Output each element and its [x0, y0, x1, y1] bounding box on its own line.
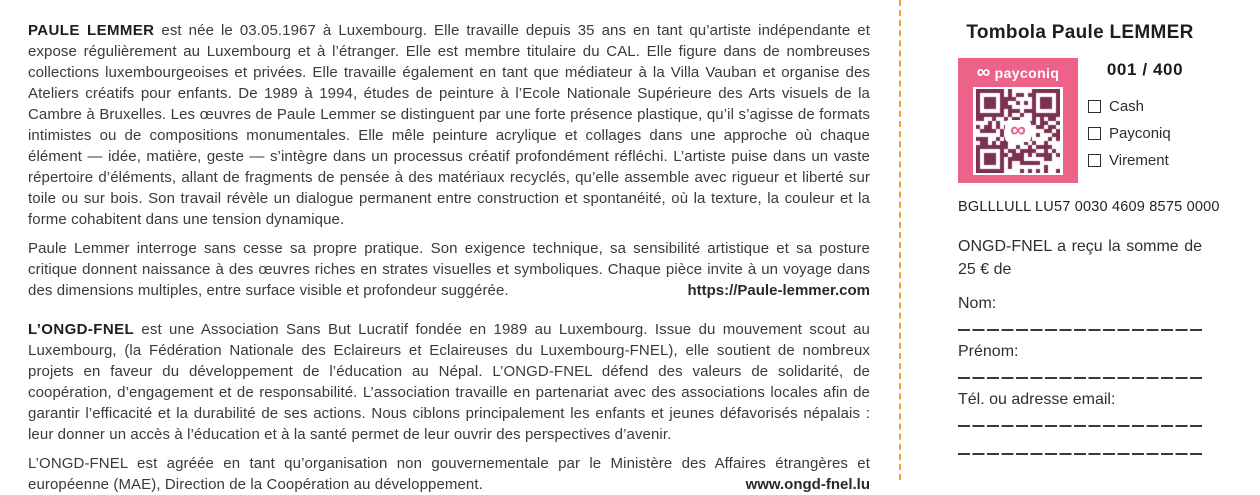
payconiq-label: Payconiq — [1109, 125, 1171, 142]
biography-panel — [28, 20, 870, 495]
iban-number: BGLLLULL LU57 0030 4609 8575 0000 — [958, 199, 1220, 215]
ticket-title: Tombola Paule LEMMER — [966, 22, 1194, 43]
buyer-form — [958, 295, 1202, 455]
receipt-line-2: 25 € de — [958, 261, 1012, 278]
bio-paragraph-2: Paule Lemmer interroge sans cesse sa propre pratique. Son exigence technique, sa sensibilité artistique et sa posture critique donnent naissance à des œuvres riches en strates visuelles et symboliques. Chaque pièce invite à un voyage dans des dimensions multiples, entre surface visible et profondeur suggérée. — [28, 240, 870, 299]
ongd-paragraph-2: L’ONGD-FNEL est agréée en tant qu’organisation non gouvernementale par le Ministère des Affaires étrangères et européenne (MAE), Direction de la Coopération au développement. — [28, 455, 870, 493]
ticket-stub — [958, 22, 1220, 455]
ongd-lead: L’ONGD-FNEL — [28, 321, 135, 338]
virement-label: Virement — [1109, 152, 1169, 169]
bio-lead: PAULE LEMMER — [28, 22, 155, 39]
payment-option-virement[interactable] — [1088, 152, 1202, 169]
cash-label: Cash — [1109, 98, 1145, 115]
tel-email-input-line-1[interactable] — [958, 425, 1202, 427]
tel-email-input-line-2[interactable] — [958, 453, 1202, 455]
payment-options — [1088, 98, 1202, 169]
payconiq-checkbox[interactable] — [1088, 127, 1101, 140]
infinity-icon: ∞ — [976, 62, 991, 83]
ongd-text: est une Association Sans But Lucratif fondée en 1989 au Luxembourg. Issue du mouvement scout au Luxembourg, (la Fédération Nationale des Eclaireurs et Eclaireuses du Luxembourg-FNEL), elle soutient de nombreux projets en faveur du développement de l’éducation au Népal. L’ONGD-FNEL défend des valeurs de solidarité, de coopération, d’engagement et de responsabilité. L’association travaille en partenariat avec des associations locales afin de garantir l’efficacité et la durabilité de ses actions. Nous ciblons principalement les enfants et jeunes défavorisés népalais : leur donner un accès à l’éducation et à la santé permet de leur ouvrir des perspectives d’avenir. — [28, 321, 870, 443]
prenom-input-line[interactable] — [958, 377, 1202, 379]
payconiq-wordmark: payconiq — [994, 65, 1060, 81]
qr-infinity-icon: ∞ — [1005, 120, 1031, 142]
bio-text: est née le 03.05.1967 à Luxembourg. Elle travaille depuis 35 ans en tant qu’artiste indépendante et expose régulièrement au Luxembourg et à l’étranger. Elle est membre titulaire du CAL. Elle figure dans de nombreuses collections luxembourgeoises et privées. Elle travaille également en tant que médiateur à la Villa Vauban et organise des Ateliers créatifs pour enfants. De 1989 à 1994, études de peinture à l’Ecole Nationale Supérieure des Arts visuels de la Cambre à Bruxelles. Les œuvres de Paule Lemmer se distinguent par une forte présence plastique, qu’il s’agisse de formats intimistes ou de compositions monumentales. Elle mêle peinture acrylique et collages dans une approche où chaque élément — idée, matière, geste — s’intègre dans un processus créatif profondément réfléchi. L’artiste puise dans un vaste répertoire d’éléments, allant de fragments de pensée à des matériaux recyclés, qu’elle assemble avec rigueur et liberté sur toile ou sur bois. Son travail révèle un dialogue permanent entre construction et spontanéité, où la texture, la couleur et la forme cohabitent dans une tension dynamique. — [28, 22, 870, 228]
bio-paragraph — [28, 20, 870, 230]
receipt-line-1: ONGD-FNEL a reçu la somme de — [958, 238, 1202, 255]
payconiq-badge — [958, 58, 1078, 183]
cut-dashed-line — [899, 0, 901, 480]
nom-label: Nom: — [958, 295, 997, 312]
virement-checkbox[interactable] — [1088, 154, 1101, 167]
payconiq-logo — [977, 64, 1060, 82]
payment-option-payconiq[interactable] — [1088, 125, 1202, 142]
ongd-paragraph — [28, 319, 870, 445]
payment-row — [958, 58, 1202, 183]
nom-input-line[interactable] — [958, 329, 1202, 331]
ongd-website-link[interactable]: www.ongd-fnel.lu — [745, 476, 870, 493]
receipt-statement — [958, 235, 1202, 281]
artist-website-link[interactable]: https://Paule-lemmer.com — [687, 282, 870, 299]
qr-code — [973, 87, 1063, 175]
ticket-meta — [1088, 58, 1202, 183]
tel-email-label: Tél. ou adresse email: — [958, 391, 1116, 408]
prenom-label: Prénom: — [958, 343, 1019, 360]
cash-checkbox[interactable] — [1088, 100, 1101, 113]
ticket-number: 001 / 400 — [1106, 60, 1184, 79]
payment-option-cash[interactable] — [1088, 98, 1202, 115]
